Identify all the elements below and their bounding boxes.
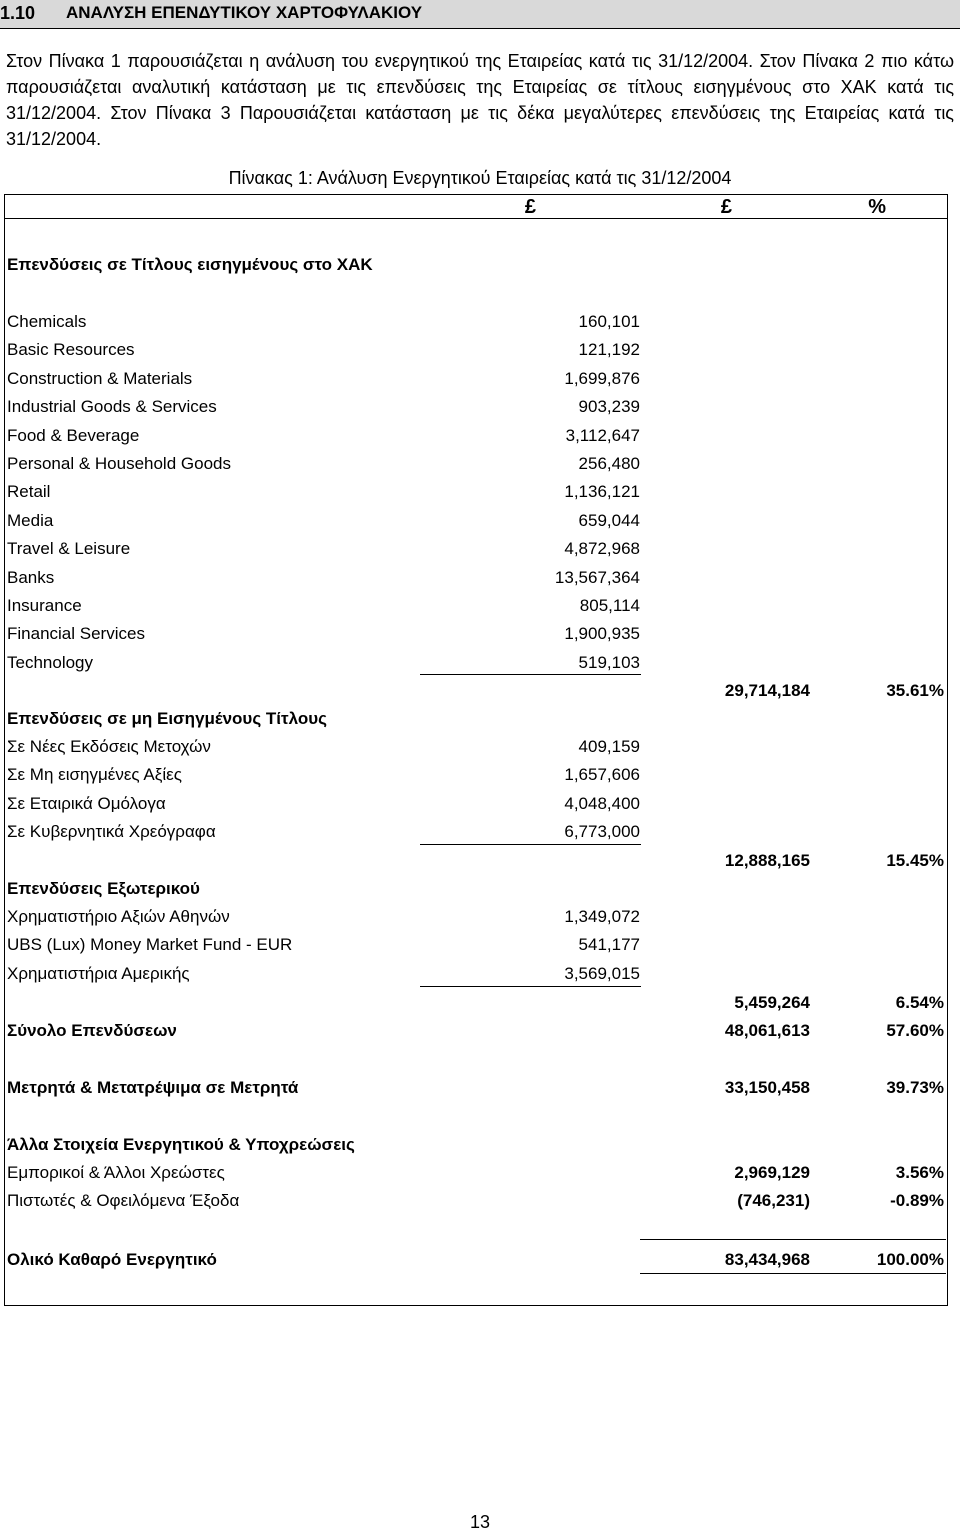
row-label: Chemicals [7,312,87,331]
row-value: 4,872,968 [564,539,640,559]
row-label: Σε Μη εισηγμένες Αξίες [7,765,182,785]
table-row [0,310,960,334]
row-label: Retail [7,482,51,502]
table-row [0,763,960,787]
net-assets-percent: 100.00% [876,1250,944,1269]
row-value: 805,114 [579,596,640,615]
row-value: 1,699,876 [564,368,640,388]
cash-value: 33,150,458 [724,1078,810,1097]
unlisted-percent: 15.45% [886,851,944,870]
row-label: Insurance [7,596,82,615]
table-header-row [0,195,960,219]
net-assets-label: Ολικό Καθαρό Ενεργητικό [7,1250,217,1269]
table-row [0,367,960,391]
unlisted-total: 12,888,165 [724,851,810,870]
row-value: 6,773,000 [564,822,640,842]
net-assets-row [0,1248,960,1272]
row-value: 121,192 [578,340,640,360]
row-value: 3,569,015 [564,963,640,983]
row-value: 903,239 [578,397,640,417]
intro-paragraph [6,48,954,152]
row-label: Construction & Materials [7,368,193,388]
cash-label: Μετρητά & Μετατρέψιμα σε Μετρητά [7,1078,299,1097]
row-label: Financial Services [7,624,145,644]
row-value: 541,177 [578,935,640,955]
section-number: 1.10 [0,3,36,23]
table-row [0,566,960,590]
other-item-value: 2,969,129 [734,1163,810,1182]
table-title: Πίνακας 1: Ανάλυση Ενεργητικού Εταιρείας κατά τις 31/12/2004 [228,168,732,188]
table-row [0,792,960,816]
table-row [0,735,960,759]
header-col1: £ [524,196,536,218]
row-label: Travel & Leisure [7,539,131,559]
unlisted-heading-row [0,707,960,731]
cash-row [0,1076,960,1100]
table-row [0,651,960,675]
row-label: Basic Resources [7,340,135,360]
row-label: Σε Εταιρικά Ομόλογα [7,793,166,813]
other-row [0,1189,960,1213]
table-row [0,480,960,504]
foreign-percent: 6.54% [895,993,944,1012]
row-value: 3,112,647 [565,425,640,445]
other-heading-row [0,1133,960,1157]
other-item-percent: -0.89% [890,1191,944,1210]
foreign-heading: Επενδύσεις Εξωτερικού [7,879,200,898]
header-col2: £ [720,196,732,218]
foreign-heading-row [0,877,960,901]
listed-heading: Επενδύσεις σε Τίτλους εισηγμένους στο ΧΑΚ [7,255,373,274]
total-investments-percent: 57.60% [886,1021,944,1040]
listed-total-row [0,679,960,703]
unlisted-total-row [0,849,960,873]
row-label: Σε Νέες Εκδόσεις Μετοχών [7,737,211,756]
header-col3: % [868,196,886,218]
row-value: 1,900,935 [564,624,640,644]
total-investments-value: 48,061,613 [724,1021,810,1040]
table-row [0,905,960,929]
table-row [0,962,960,986]
unlisted-subtotal-line [420,844,641,845]
table-row [0,594,960,618]
table-row [0,395,960,419]
row-label: Personal & Household Goods [7,454,231,473]
listed-percent: 35.61% [886,681,944,700]
row-label: UBS (Lux) Money Market Fund - EUR [7,935,293,955]
intro-text: Στον Πίνακα 1 παρουσιάζεται η ανάλυση του ενεργητικού της Εταιρείας κατά τις 31/12/2004. Στον Πίνακα 2 πιο κάτω παρουσιάζεται αναλυτική κατάσταση με τις επενδύσεις της Εταιρείας σε τίτλους εισηγμένους στο ΧΑΚ κατά τις 31/12/2004. Στον Πίνακα 3 Παρουσιάζεται κατάσταση με τις δέκα μεγαλύτερες επενδύσεις της Εταιρείας κατά τις 31/12/2004. [6,51,954,149]
listed-heading-row [0,253,960,277]
row-value: 1,349,072 [564,907,640,926]
row-value: 1,136,121 [564,482,640,502]
table-row [0,537,960,561]
header-divider [4,218,947,219]
net-assets-top-line [640,1239,946,1240]
unlisted-heading: Επενδύσεις σε μη Εισηγμένους Τίτλους [7,709,327,728]
foreign-total: 5,459,264 [734,993,810,1012]
foreign-subtotal-line [420,986,641,987]
cash-percent: 39.73% [886,1078,944,1097]
table-row [0,424,960,448]
row-value: 256,480 [578,454,640,473]
row-value: 160,101 [578,312,640,331]
row-label: Σε Κυβερνητικά Χρεόγραφα [7,822,216,842]
listed-subtotal-line [420,674,641,675]
row-label: Media [7,510,54,530]
total-investments-row [0,1019,960,1043]
other-item-label: Πιστωτές & Οφειλόμενα Έξοδα [7,1191,240,1210]
table-row [0,452,960,476]
section-header-bar [0,0,960,29]
foreign-total-row [0,991,960,1015]
table-row [0,509,960,533]
listed-total: 29,714,184 [724,681,810,700]
net-assets-bottom-line [640,1273,946,1274]
row-value: 13,567,364 [554,567,640,587]
row-value: 409,159 [578,737,640,756]
row-value: 1,657,606 [564,765,640,785]
row-label: Banks [7,567,55,587]
other-item-value: (746,231) [737,1191,810,1210]
table-row [0,820,960,844]
section-title: ΑΝΑΛΥΣΗ ΕΠΕΝΔΥΤΙΚΟΥ ΧΑΡΤΟΦΥΛΑΚΙΟΥ [66,3,423,22]
row-label: Technology [7,652,94,672]
row-label: Industrial Goods & Services [7,397,217,417]
table-row [0,622,960,646]
table-row [0,933,960,957]
other-item-label: Εμπορικοί & Άλλοι Χρεώστες [7,1163,225,1182]
row-value: 659,044 [578,510,640,530]
row-label: Food & Beverage [7,425,140,445]
other-heading: Άλλα Στοιχεία Ενεργητικού & Υποχρεώσεις [7,1135,355,1154]
table-row [0,338,960,362]
total-investments-label: Σύνολο Επενδύσεων [7,1021,177,1040]
row-label: Χρηματιστήριο Αξιών Αθηνών [7,907,230,926]
page-number: 13 [469,1512,491,1532]
row-value: 519,103 [578,652,640,672]
other-item-percent: 3.56% [895,1163,944,1182]
other-row [0,1161,960,1185]
net-assets-value: 83,434,968 [724,1250,810,1269]
row-value: 4,048,400 [564,793,640,813]
row-label: Χρηματιστήρια Αμερικής [7,963,190,983]
